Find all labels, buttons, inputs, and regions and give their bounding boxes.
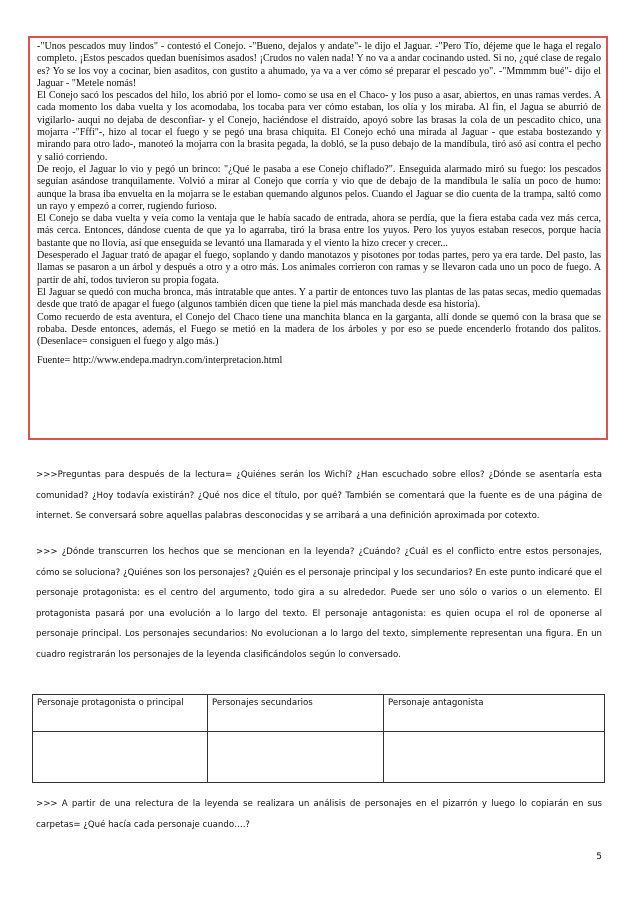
reread-activity: >>> A partir de una relectura de la leyenda se realizara un análisis de personajes en el pizarrón y luego lo copiarán en sus carpetas= ¿Qué hacía cada personaje cuando….? [36,799,602,830]
source-citation: Fuente= http://www.endepa.madryn.com/interpretacion.html [37,355,283,367]
header-secondary: Personajes secundarios [208,695,384,732]
page-number: 5 [596,852,602,862]
story-paragraph: Como recuerdo de esta aventura, el Conejo del Chaco tiene una manchita blanca en la garganta, allí donde se quemó con la brasa que se robaba. Desde entonces, además, el Fuego se metió en la madera de los árboles y por eso se puede encenderlo frotando dos palitos. (Desenlace= consiguen el fuego y algo más.) [37,311,601,348]
story-text-box [28,36,608,440]
character-analysis-instructions: >>> ¿Dónde transcurren los hechos que se mencionan en la leyenda? ¿Cuándo? ¿Cuál es el conflicto entre estos personajes, cómo se soluciona? ¿Quiénes son los personajes? ¿Quién es el personaje principal y los secundarios? En este punto indicaré que el personaje protagonista: es el centro del argumento, todo gira a su alrededor. Puede ser uno sólo o varios o un elemento. El protagonista pasará por una evolución a lo largo del texto. El personaje antagonista: es quien ocupa el rol de oponerse al personaje principal. Los personajes secundarios: No evolucionan a lo largo del texto, simplemente representan una figura. En un cuadro registrarán los personajes de la leyenda clasificándolos según lo conversado. [36,547,602,660]
story-paragraph: El Conejo se daba vuelta y veía como la ventaja que le había sacado de entrada, ahora se perdía, que la fiera estaba cada vez más cerca, más cerca. Entonces, dándose cuenta de que ya lo agarraba, tiró la brasa entre los yuyos. Pero los yuyos estaban resecos, porque hacía bastante que no llovía, así que enseguida se levantó una llamarada y el viento la hizo crecer y crecer... [37,213,601,249]
table-header-row [33,695,605,732]
header-antagonist: Personaje antagonista [384,695,605,732]
story-paragraph: Desesperado el Jaguar trató de apagar el fuego, soplando y dando manotazos y pisotones por todas partes, pero ya era tarde. Del pasto, las llamas se pasaron a un árbol y después a otro y a otro más. Los animales corrieron con ramas y se llevaron cada uno un poco de fuego. A partir de ahí, todos tuvieron su propia fogata. [37,250,601,286]
story-paragraph: El Conejo sacó los pescados del hilo, los abrió por el lomo- como se usa en el Chaco- y los puso a asar, abiertos, en unas ramas verdes. A cada momento los daba vuelta y los acomodaba, los tocaba para ver cómo estaban, los olía y los miraba. Al fin, el Jagua se aburrió de vigilarlo- auqui no dejaba de desconfiar- y el Conejo, haciéndose el distraído, apoyó sobre las brasas la cola de un pescadito chico, una mojarra -"Fffi"-, hizo al tocar el fuego y se pegó una brasa chiquita. El Conejo echó una mirada al Jaguar - que estaba bostezando y mirando para otro lado-, manoteó la mojarra con la brasita pegada, la dobló, se la puso debajo de la mandíbula, tiró asó así contra el pecho y salió corriendo. [37,90,601,163]
story-paragraph: De reojo, el Jaguar lo vio y pegó un brinco: "¿Qué le pasaba a ese Conejo chiflado?". Enseguida alarmado miró su fuego: los pescados seguían asándose tranquilamente. Volvió a mirar al Conejo que corría y vio que de debajo de la mandíbula le salía un poco de humo: aunque la brasa iba envuelta en la mojarra se le estaban quemando algunos pelos. Cuando el Jaguar se dio cuenta de la trampa, saltó como un rayo y empezó a correr, rugiendo furioso. [37,163,601,212]
table-row [33,732,605,783]
cell-protagonist[interactable] [33,732,208,783]
cell-antagonist[interactable] [384,732,605,783]
cell-secondary[interactable] [208,732,384,783]
story-paragraph: El Jaguar se quedó con mucha bronca, más intratable que antes. Y a partir de entonces tuvo las plantas de las patas secas, medio quemadas desde que trató de apagar el fuego (algunos también dicen que tiene la piel más manchada desde esa historia). [37,286,601,311]
story-paragraph: -"Unos pescados muy lindos" - contestó el Conejo. -"Bueno, dejalos y andate"- le dijo el Jaguar. -"Pero Tío, déjeme que le haga el regalo completo. ¡Estos pescados quedan buenísimos asados! ¡Crudos no valen nada! Y no va a andar cocinando usted. Si no, ¿qué clase de regalo es? Yo se los voy a cocinar, bien asaditos, con gustito a ahumado, ya va a ver cómo sé preparar el pescado yo". -"Mmmmm bué"- dijo el Jaguar - "Metele nomás! [37,41,601,89]
post-reading-questions: >>>Preguntas para después de la lectura= ¿Quiénes serán los Wichí? ¿Han escuchado sobre ellos? ¿Dónde se asentaría esta comunidad? ¿Hoy todavía existirán? ¿Qué nos dice el título, por qué? También se comentará que la fuente es de una página de internet. Se conversará sobre aquellas palabras desconocidas y se arribará a una definición aproximada por cotexto. [36,470,602,521]
header-protagonist: Personaje protagonista o principal [33,695,208,732]
characters-table [32,694,605,783]
